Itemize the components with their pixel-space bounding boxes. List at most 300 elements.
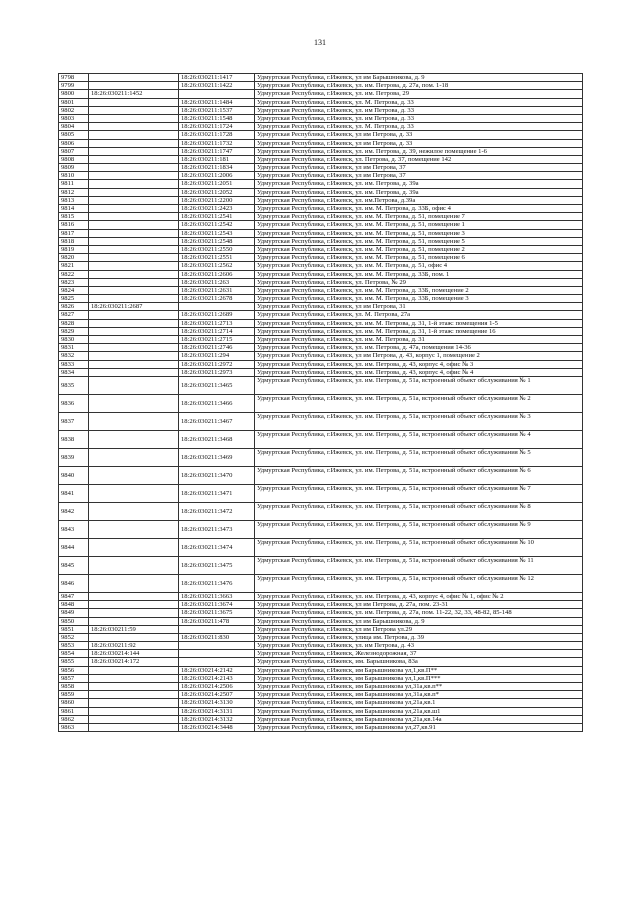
new-cadastral-number-cell: 18:26:030211:2052 [179,188,255,196]
row-number-cell: 9842 [59,502,89,520]
old-cadastral-number-cell [89,172,179,180]
address-cell: Удмуртская Республика, г.Ижевск, ул. им. М. Петрова, д. 31, 1-й этаж: помещение 16 [255,327,583,335]
new-cadastral-number-cell: 18:26:030211:2606 [179,270,255,278]
new-cadastral-number-cell: 18:26:030211:2689 [179,311,255,319]
old-cadastral-number-cell [89,617,179,625]
address-cell: Удмуртская Республика, г.Ижевск, им Барышникова ул,31а,кв.п** [255,683,583,691]
new-cadastral-number-cell: 18:26:030211:2973 [179,368,255,376]
table-row [59,642,583,650]
table-row [59,155,583,163]
old-cadastral-number-cell [89,466,179,484]
row-number-cell: 9843 [59,520,89,538]
new-cadastral-number-cell: 18:26:030211:2051 [179,180,255,188]
old-cadastral-number-cell [89,592,179,600]
old-cadastral-number-cell: 18:26:030211:2687 [89,303,179,311]
old-cadastral-number-cell [89,691,179,699]
address-cell: Удмуртская Республика, г.Ижевск, ул. им. М. Петрова, д. 31 [255,336,583,344]
row-number-cell: 9819 [59,245,89,253]
address-cell: Удмуртская Республика, г.Ижевск, ул им Петрова, д. 43, корпус 1, помещение 2 [255,352,583,360]
new-cadastral-number-cell [179,658,255,666]
address-cell: Удмуртская Республика, г.Ижевск, ул. им. Петрова, д. 39а [255,180,583,188]
address-cell: Удмуртская Республика, г.Ижевск, ул им Петрова ул.29 [255,625,583,633]
row-number-cell: 9815 [59,213,89,221]
old-cadastral-number-cell [89,295,179,303]
old-cadastral-number-cell [89,674,179,682]
new-cadastral-number-cell: 18:26:030211:1728 [179,131,255,139]
new-cadastral-number-cell: 18:26:030211:3471 [179,484,255,502]
row-number-cell: 9857 [59,674,89,682]
row-number-cell: 9818 [59,237,89,245]
table-row [59,520,583,538]
address-cell: Удмуртская Республика, г.Ижевск, ул. им. Петрова, д. 39а [255,188,583,196]
table-row [59,344,583,352]
table-row [59,715,583,723]
new-cadastral-number-cell: 18:26:030211:2678 [179,295,255,303]
address-cell: Удмуртская Республика, г.Ижевск, ул. им Петрова, д. 33 [255,114,583,122]
row-number-cell: 9848 [59,601,89,609]
table-row [59,394,583,412]
old-cadastral-number-cell [89,221,179,229]
table-row [59,336,583,344]
old-cadastral-number-cell [89,196,179,204]
old-cadastral-number-cell [89,368,179,376]
table-row [59,164,583,172]
old-cadastral-number-cell [89,707,179,715]
address-cell: Удмуртская Республика, г.Ижевск, ул. Петрова, № 29 [255,278,583,286]
row-number-cell: 9837 [59,412,89,430]
table-row [59,699,583,707]
old-cadastral-number-cell [89,237,179,245]
address-cell: Удмуртская Республика, г.Ижевск, ул. им. Петрова, д. 51а, встроенный объект обслуживания № 9 [255,520,583,538]
row-number-cell: 9853 [59,642,89,650]
table-row [59,674,583,682]
new-cadastral-number-cell: 18:26:030211:3663 [179,592,255,600]
address-cell: Удмуртская Республика, г.Ижевск, ул. им. Петрова, д. 51а, встроенный объект обслуживания № 7 [255,484,583,502]
address-cell: Удмуртская Республика, г.Ижевск, им Барышникова ул,21а,кв.14а [255,715,583,723]
table-row [59,196,583,204]
row-number-cell: 9840 [59,466,89,484]
old-cadastral-number-cell [89,360,179,368]
address-cell: Удмуртская Республика, г.Ижевск, ул. им. М. Петрова, д. 33Б, пом. 1 [255,270,583,278]
row-number-cell: 9846 [59,574,89,592]
row-number-cell: 9833 [59,360,89,368]
address-cell: Удмуртская Республика, г.Ижевск, ул им Петрова, 31 [255,303,583,311]
row-number-cell: 9830 [59,336,89,344]
address-cell: Удмуртская Республика, г.Ижевск, ул. им. Петрова, д. 51а, встроенный объект обслуживания № 2 [255,394,583,412]
address-cell: Удмуртская Республика, г.Ижевск, ул им Петрова, д. 33 [255,131,583,139]
table-row [59,448,583,466]
new-cadastral-number-cell: 18:26:030211:2562 [179,262,255,270]
old-cadastral-number-cell [89,430,179,448]
new-cadastral-number-cell: 18:26:030211:2423 [179,205,255,213]
row-number-cell: 9802 [59,106,89,114]
new-cadastral-number-cell: 18:26:030211:1724 [179,123,255,131]
old-cadastral-number-cell [89,723,179,731]
table-row [59,172,583,180]
old-cadastral-number-cell [89,412,179,430]
table-row [59,650,583,658]
old-cadastral-number-cell [89,683,179,691]
row-number-cell: 9801 [59,98,89,106]
table-row [59,205,583,213]
old-cadastral-number-cell [89,180,179,188]
address-cell: Удмуртская Республика, г.Ижевск, ул. им. Петрова, д. 43, корпус 4, офис № 1, офис № 2 [255,592,583,600]
address-cell: Удмуртская Республика, г.Ижевск, ул. им. М. Петрова, д. 51, помещение 7 [255,213,583,221]
old-cadastral-number-cell [89,205,179,213]
new-cadastral-number-cell: 18:26:030211:2714 [179,327,255,335]
row-number-cell: 9844 [59,538,89,556]
row-number-cell: 9825 [59,295,89,303]
new-cadastral-number-cell: 18:26:030211:181 [179,155,255,163]
row-number-cell: 9822 [59,270,89,278]
table-row [59,311,583,319]
new-cadastral-number-cell: 18:26:030211:2550 [179,245,255,253]
new-cadastral-number-cell: 18:26:030211:3465 [179,376,255,394]
row-number-cell: 9804 [59,123,89,131]
row-number-cell: 9831 [59,344,89,352]
new-cadastral-number-cell: 18:26:030211:2551 [179,254,255,262]
address-cell: Удмуртская Республика, г.Ижевск, ул. им. Петрова, д. 51а, встроенный объект обслуживания № 12 [255,574,583,592]
table-row [59,723,583,731]
address-cell: Удмуртская Республика, г.Ижевск, ул им Петрова, 37 [255,164,583,172]
address-cell: Удмуртская Республика, г.Ижевск, ул. им. Петрова, д. 51а, встроенный объект обслуживания № 6 [255,466,583,484]
address-cell: Удмуртская Республика, г.Ижевск, ул. им. Петрова, д. 51а, встроенный объект обслуживания № 8 [255,502,583,520]
row-number-cell: 9800 [59,90,89,98]
new-cadastral-number-cell: 18:26:030211:2541 [179,213,255,221]
new-cadastral-number-cell: 18:26:030214:3130 [179,699,255,707]
new-cadastral-number-cell: 18:26:030211:478 [179,617,255,625]
old-cadastral-number-cell [89,123,179,131]
row-number-cell: 9814 [59,205,89,213]
address-cell: Удмуртская Республика, г.Ижевск, ул. им. Петрова, 29 [255,90,583,98]
table-row [59,368,583,376]
table-row [59,601,583,609]
address-cell: Удмуртская Республика, г.Ижевск, ул. им. М. Петрова, д. 33Б, помещение 2 [255,286,583,294]
address-cell: Удмуртская Республика, г.Ижевск, им Барышникова ул,21а,кв.1 [255,699,583,707]
old-cadastral-number-cell [89,155,179,163]
address-cell: Удмуртская Республика, г.Ижевск, ул им Петрова, д. 27а, пом. 23-31 [255,601,583,609]
new-cadastral-number-cell: 18:26:030211:2543 [179,229,255,237]
address-cell: Удмуртская Республика, г.Ижевск, ул им Барышникова, д. 9 [255,617,583,625]
row-number-cell: 9849 [59,609,89,617]
table-row [59,139,583,147]
old-cadastral-number-cell [89,376,179,394]
row-number-cell: 9861 [59,707,89,715]
old-cadastral-number-cell [89,164,179,172]
table-row [59,278,583,286]
new-cadastral-number-cell: 18:26:030214:3132 [179,715,255,723]
row-number-cell: 9856 [59,666,89,674]
new-cadastral-number-cell: 18:26:030211:2548 [179,237,255,245]
old-cadastral-number-cell [89,352,179,360]
row-number-cell: 9832 [59,352,89,360]
old-cadastral-number-cell [89,699,179,707]
old-cadastral-number-cell: 18:26:030214:172 [89,658,179,666]
address-cell: Удмуртская Республика, г.Ижевск, им Барышникова ул,1,кв.П*** [255,674,583,682]
old-cadastral-number-cell: 18:26:030211:92 [89,642,179,650]
table-row [59,538,583,556]
table-row [59,237,583,245]
address-cell: Удмуртская Республика, г.Ижевск, ул. им. М. Петрова, д. 51, помещение 5 [255,237,583,245]
new-cadastral-number-cell: 18:26:030211:2006 [179,172,255,180]
new-cadastral-number-cell: 18:26:030211:830 [179,633,255,641]
row-number-cell: 9826 [59,303,89,311]
address-cell: Удмуртская Республика, г.Ижевск, ул. М. Петрова, 27а [255,311,583,319]
new-cadastral-number-cell: 18:26:030211:2631 [179,286,255,294]
row-number-cell: 9834 [59,368,89,376]
table-row [59,270,583,278]
new-cadastral-number-cell: 18:26:030211:3474 [179,538,255,556]
old-cadastral-number-cell [89,270,179,278]
address-cell: Удмуртская Республика, г.Ижевск, ул. Петрова, д. 37, помещение 142 [255,155,583,163]
row-number-cell: 9852 [59,633,89,641]
row-number-cell: 9855 [59,658,89,666]
new-cadastral-number-cell [179,625,255,633]
new-cadastral-number-cell: 18:26:030214:3131 [179,707,255,715]
old-cadastral-number-cell [89,213,179,221]
old-cadastral-number-cell [89,666,179,674]
page-number: 131 [314,38,326,47]
new-cadastral-number-cell [179,303,255,311]
new-cadastral-number-cell: 18:26:030211:3469 [179,448,255,466]
old-cadastral-number-cell [89,327,179,335]
table-row [59,707,583,715]
address-cell: Удмуртская Республика, г.Ижевск, ул им Барышникова, д. 9 [255,74,583,82]
row-number-cell: 9808 [59,155,89,163]
row-number-cell: 9827 [59,311,89,319]
new-cadastral-number-cell: 18:26:030211:3466 [179,394,255,412]
address-cell: Удмуртская Республика, г.Ижевск, улица им. Петрова, д. 39 [255,633,583,641]
row-number-cell: 9862 [59,715,89,723]
new-cadastral-number-cell: 18:26:030211:3675 [179,609,255,617]
new-cadastral-number-cell: 18:26:030211:1484 [179,98,255,106]
new-cadastral-number-cell: 18:26:030211:1417 [179,74,255,82]
table-row [59,376,583,394]
new-cadastral-number-cell [179,90,255,98]
old-cadastral-number-cell [89,574,179,592]
address-cell: Удмуртская Республика, г.Ижевск, ул. им.Петрова, д.39а [255,196,583,204]
new-cadastral-number-cell [179,650,255,658]
new-cadastral-number-cell: 18:26:030211:3476 [179,574,255,592]
old-cadastral-number-cell [89,147,179,155]
table-row [59,625,583,633]
old-cadastral-number-cell [89,336,179,344]
table-row [59,303,583,311]
table-row [59,592,583,600]
new-cadastral-number-cell: 18:26:030214:2506 [179,683,255,691]
new-cadastral-number-cell: 18:26:030211:2713 [179,319,255,327]
table-row [59,188,583,196]
row-number-cell: 9859 [59,691,89,699]
old-cadastral-number-cell [89,502,179,520]
table-row [59,327,583,335]
row-number-cell: 9836 [59,394,89,412]
address-cell: Удмуртская Республика, г.Ижевск, ул им Петрова, д. 33 [255,139,583,147]
table-row [59,90,583,98]
new-cadastral-number-cell: 18:26:030211:3472 [179,502,255,520]
row-number-cell: 9803 [59,114,89,122]
address-cell: Удмуртская Республика, г.Ижевск, ул им Петрова, 37 [255,172,583,180]
table-row [59,633,583,641]
row-number-cell: 9823 [59,278,89,286]
old-cadastral-number-cell [89,254,179,262]
row-number-cell: 9807 [59,147,89,155]
new-cadastral-number-cell: 18:26:030211:3475 [179,556,255,574]
old-cadastral-number-cell [89,286,179,294]
old-cadastral-number-cell [89,601,179,609]
table-row [59,213,583,221]
row-number-cell: 9841 [59,484,89,502]
address-cell: Удмуртская Республика, г.Ижевск, ул. им. Петрова, д. 51а, встроенный объект обслуживания № 5 [255,448,583,466]
row-number-cell: 9805 [59,131,89,139]
row-number-cell: 9828 [59,319,89,327]
old-cadastral-number-cell [89,538,179,556]
address-cell: Удмуртская Республика, г.Ижевск, ул. М. Петрова, д. 33 [255,98,583,106]
new-cadastral-number-cell: 18:26:030211:2746 [179,344,255,352]
row-number-cell: 9839 [59,448,89,466]
table-row [59,147,583,155]
address-cell: Удмуртская Республика, г.Ижевск, ул. им Петрова, д. 43 [255,642,583,650]
row-number-cell: 9798 [59,74,89,82]
register-table [58,73,583,732]
row-number-cell: 9811 [59,180,89,188]
table-row [59,574,583,592]
address-cell: Удмуртская Республика, г.Ижевск, ул. им. Петрова, д. 39, нежилое помещение 1-6 [255,147,583,155]
address-cell: Удмуртская Республика, г.Ижевск, ул. им. Петрова, д. 51а, встроенный объект обслуживания № 11 [255,556,583,574]
row-number-cell: 9813 [59,196,89,204]
old-cadastral-number-cell: 18:26:030211:1452 [89,90,179,98]
new-cadastral-number-cell: 18:26:030211:2542 [179,221,255,229]
address-cell: Удмуртская Республика, г.Ижевск, ул. им. М. Петрова, д. 33Б, офис 4 [255,205,583,213]
row-number-cell: 9851 [59,625,89,633]
new-cadastral-number-cell: 18:26:030211:1537 [179,106,255,114]
table-row [59,262,583,270]
old-cadastral-number-cell [89,520,179,538]
old-cadastral-number-cell [89,319,179,327]
row-number-cell: 9817 [59,229,89,237]
old-cadastral-number-cell [89,106,179,114]
table-row [59,691,583,699]
address-cell: Удмуртская Республика, г.Ижевск, ул. им. Петрова, д. 27а, пом. 1-18 [255,82,583,90]
table-row [59,430,583,448]
old-cadastral-number-cell: 18:26:030211:59 [89,625,179,633]
table-row [59,221,583,229]
address-cell: Удмуртская Республика, г.Ижевск, ул. М. Петрова, д. 33 [255,123,583,131]
old-cadastral-number-cell [89,278,179,286]
address-cell: Удмуртская Республика, г.Ижевск, им Барышникова ул,21а,кв.ш1 [255,707,583,715]
address-cell: Удмуртская Республика, г.Ижевск, ул. им. Петрова, д. 43, корпус 4, офис № 4 [255,368,583,376]
old-cadastral-number-cell [89,131,179,139]
old-cadastral-number-cell [89,74,179,82]
address-cell: Удмуртская Республика, г.Ижевск, ул. им. М. Петрова, д. 33Б, помещение 3 [255,295,583,303]
table-row [59,82,583,90]
row-number-cell: 9860 [59,699,89,707]
old-cadastral-number-cell [89,484,179,502]
table-row [59,131,583,139]
new-cadastral-number-cell: 18:26:030211:2715 [179,336,255,344]
row-number-cell: 9847 [59,592,89,600]
new-cadastral-number-cell: 18:26:030214:3448 [179,723,255,731]
new-cadastral-number-cell: 18:26:030211:2972 [179,360,255,368]
row-number-cell: 9838 [59,430,89,448]
table-row [59,98,583,106]
row-number-cell: 9810 [59,172,89,180]
old-cadastral-number-cell [89,344,179,352]
old-cadastral-number-cell [89,245,179,253]
new-cadastral-number-cell: 18:26:030211:1747 [179,147,255,155]
address-cell: Удмуртская Республика, г.Ижевск, им Барышникова ул,31а,кв.п* [255,691,583,699]
row-number-cell: 9863 [59,723,89,731]
row-number-cell: 9812 [59,188,89,196]
old-cadastral-number-cell [89,448,179,466]
new-cadastral-number-cell: 18:26:030214:2143 [179,674,255,682]
new-cadastral-number-cell: 18:26:030211:1834 [179,164,255,172]
table-row [59,666,583,674]
new-cadastral-number-cell [179,642,255,650]
old-cadastral-number-cell [89,556,179,574]
table-row [59,114,583,122]
old-cadastral-number-cell [89,633,179,641]
table-row [59,617,583,625]
address-cell: Удмуртская Республика, г.Ижевск, ул. им. Петрова, д. 51а, встроенный объект обслуживания № 4 [255,430,583,448]
row-number-cell: 9820 [59,254,89,262]
table-row [59,180,583,188]
row-number-cell: 9858 [59,683,89,691]
table-row [59,658,583,666]
address-cell: Удмуртская Республика, г.Ижевск, им Барышникова ул,1,кв.П** [255,666,583,674]
address-cell: Удмуртская Республика, г.Ижевск, ул. им. М. Петрова, д. 51, помещение 3 [255,229,583,237]
table-row [59,609,583,617]
table-row [59,319,583,327]
new-cadastral-number-cell: 18:26:030211:3470 [179,466,255,484]
address-cell: Удмуртская Республика, г.Ижевск, ул. им. Петрова, д. 27а, пом. 11-22, 32, 33, 48-82, 85-148 [255,609,583,617]
table-row [59,245,583,253]
address-cell: Удмуртская Республика, г.Ижевск, ул. им. М. Петрова, д. 51, помещение 6 [255,254,583,262]
address-cell: Удмуртская Республика, г.Ижевск, ул. им. Петрова, д. 51а, встроенный объект обслуживания № 10 [255,538,583,556]
address-cell: Удмуртская Республика, г.Ижевск, им. Барышникова, 83а [255,658,583,666]
row-number-cell: 9809 [59,164,89,172]
table-row [59,254,583,262]
address-cell: Удмуртская Республика, г.Ижевск, ул. им. М. Петрова, д. 51, офис 4 [255,262,583,270]
table-row [59,484,583,502]
new-cadastral-number-cell: 18:26:030211:294 [179,352,255,360]
row-number-cell: 9854 [59,650,89,658]
old-cadastral-number-cell [89,82,179,90]
address-cell: Удмуртская Республика, г.Ижевск, ул. им. М. Петрова, д. 51, помещение 2 [255,245,583,253]
table-row [59,106,583,114]
old-cadastral-number-cell [89,98,179,106]
table-row [59,229,583,237]
new-cadastral-number-cell: 18:26:030211:3467 [179,412,255,430]
new-cadastral-number-cell: 18:26:030211:3674 [179,601,255,609]
table-row [59,412,583,430]
new-cadastral-number-cell: 18:26:030211:1732 [179,139,255,147]
table-row [59,286,583,294]
row-number-cell: 9845 [59,556,89,574]
address-cell: Удмуртская Республика, г.Ижевск, ул. им. М. Петрова, д. 31, 1-й этаж: помещения 1-5 [255,319,583,327]
old-cadastral-number-cell [89,394,179,412]
table-row [59,295,583,303]
address-cell: Удмуртская Республика, г.Ижевск, ул. им Петрова, д. 33 [255,106,583,114]
register-table-body [59,74,583,732]
table-row [59,352,583,360]
old-cadastral-number-cell: 18:26:030214:144 [89,650,179,658]
old-cadastral-number-cell [89,188,179,196]
old-cadastral-number-cell [89,114,179,122]
address-cell: Удмуртская Республика, г.Ижевск, Железнодорожная, 37 [255,650,583,658]
row-number-cell: 9829 [59,327,89,335]
row-number-cell: 9824 [59,286,89,294]
